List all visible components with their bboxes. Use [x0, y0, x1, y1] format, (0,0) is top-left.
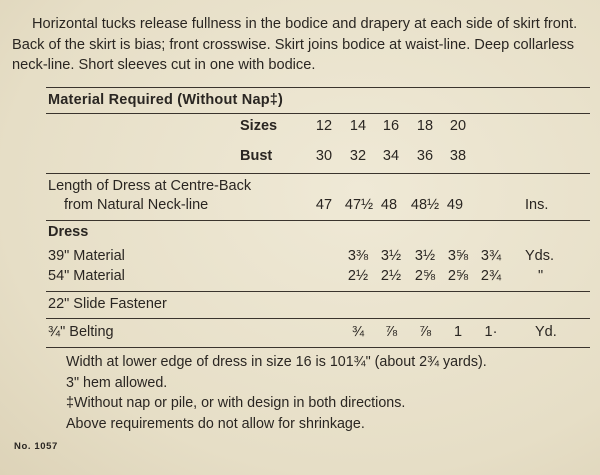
length-value: 49 — [446, 197, 464, 213]
length-label-line2: from Natural Neck-line — [64, 197, 209, 213]
description-paragraph: Horizontal tucks release fullness in the bodice and drapery at each side of skirt front. Back of the skirt is bias; front crosswise. Skirt joins bodice at waist-line. Deep collarless neck-line. Short sleeves cut in one with bodice. — [12, 16, 578, 73]
mat39-label: 39" Material — [48, 248, 125, 264]
mat54-value: 2⅝ — [447, 268, 469, 284]
divider — [46, 220, 590, 221]
pattern-number: No. 1057 — [14, 441, 58, 452]
sizes-label: Sizes — [240, 118, 278, 134]
mat39-value: 3⅜ — [347, 248, 369, 264]
belting-value: ¾ — [351, 324, 365, 340]
note-width: Width at lower edge of dress in size 16 is 101¾" (about 2¾ yards). — [66, 354, 487, 370]
divider — [46, 318, 590, 319]
divider — [46, 113, 590, 114]
note-shrinkage: Above requirements do not allow for shrinkage. — [66, 415, 365, 432]
fastener-label: 22" Slide Fastener — [48, 296, 167, 312]
length-value: 48½ — [410, 197, 440, 213]
length-label-line1: Length of Dress at Centre-Back — [48, 178, 252, 194]
divider — [46, 87, 590, 88]
length-value: 48 — [380, 197, 398, 213]
bust-value: 38 — [449, 148, 467, 164]
note-nap: ‡Without nap or pile, or with design in both directions. — [66, 395, 406, 411]
belting-value: 1 — [453, 324, 463, 340]
length-unit: Ins. — [525, 197, 549, 213]
material-heading: Material Required (Without Nap‡) — [48, 92, 284, 108]
mat39-value: 3½ — [380, 248, 402, 264]
divider — [46, 173, 590, 174]
belting-label: ¾" Belting — [48, 324, 114, 340]
mat54-value: 2⅝ — [414, 268, 436, 284]
size-value: 16 — [382, 118, 400, 134]
belting-value: ⅞ — [418, 324, 432, 340]
mat54-value: 2½ — [347, 268, 369, 284]
length-value: 47½ — [344, 197, 374, 213]
belting-unit: Yd. — [535, 324, 557, 340]
divider — [46, 347, 590, 348]
dress-label: Dress — [48, 224, 89, 240]
belting-value: ⅞ — [384, 324, 398, 340]
belting-value: 1· — [484, 324, 498, 340]
mat39-value: 3⅝ — [447, 248, 469, 264]
mat54-unit: " — [538, 268, 544, 284]
size-value: 12 — [315, 118, 333, 134]
bust-value: 36 — [416, 148, 434, 164]
mat39-unit: Yds. — [525, 248, 555, 264]
mat39-value: 3½ — [414, 248, 436, 264]
bust-value: 32 — [349, 148, 367, 164]
length-value: 47 — [315, 197, 333, 213]
mat54-value: 2¾ — [480, 268, 502, 284]
bust-value: 30 — [315, 148, 333, 164]
mat54-label: 54" Material — [48, 268, 125, 284]
mat39-value: 3¾ — [480, 248, 502, 264]
bust-label: Bust — [240, 148, 273, 164]
bust-value: 34 — [382, 148, 400, 164]
notes — [66, 352, 487, 434]
mat54-value: 2½ — [380, 268, 402, 284]
divider — [46, 291, 590, 292]
size-value: 20 — [449, 118, 467, 134]
size-value: 14 — [349, 118, 367, 134]
size-value: 18 — [416, 118, 434, 134]
note-hem: 3" hem allowed. — [66, 374, 168, 391]
